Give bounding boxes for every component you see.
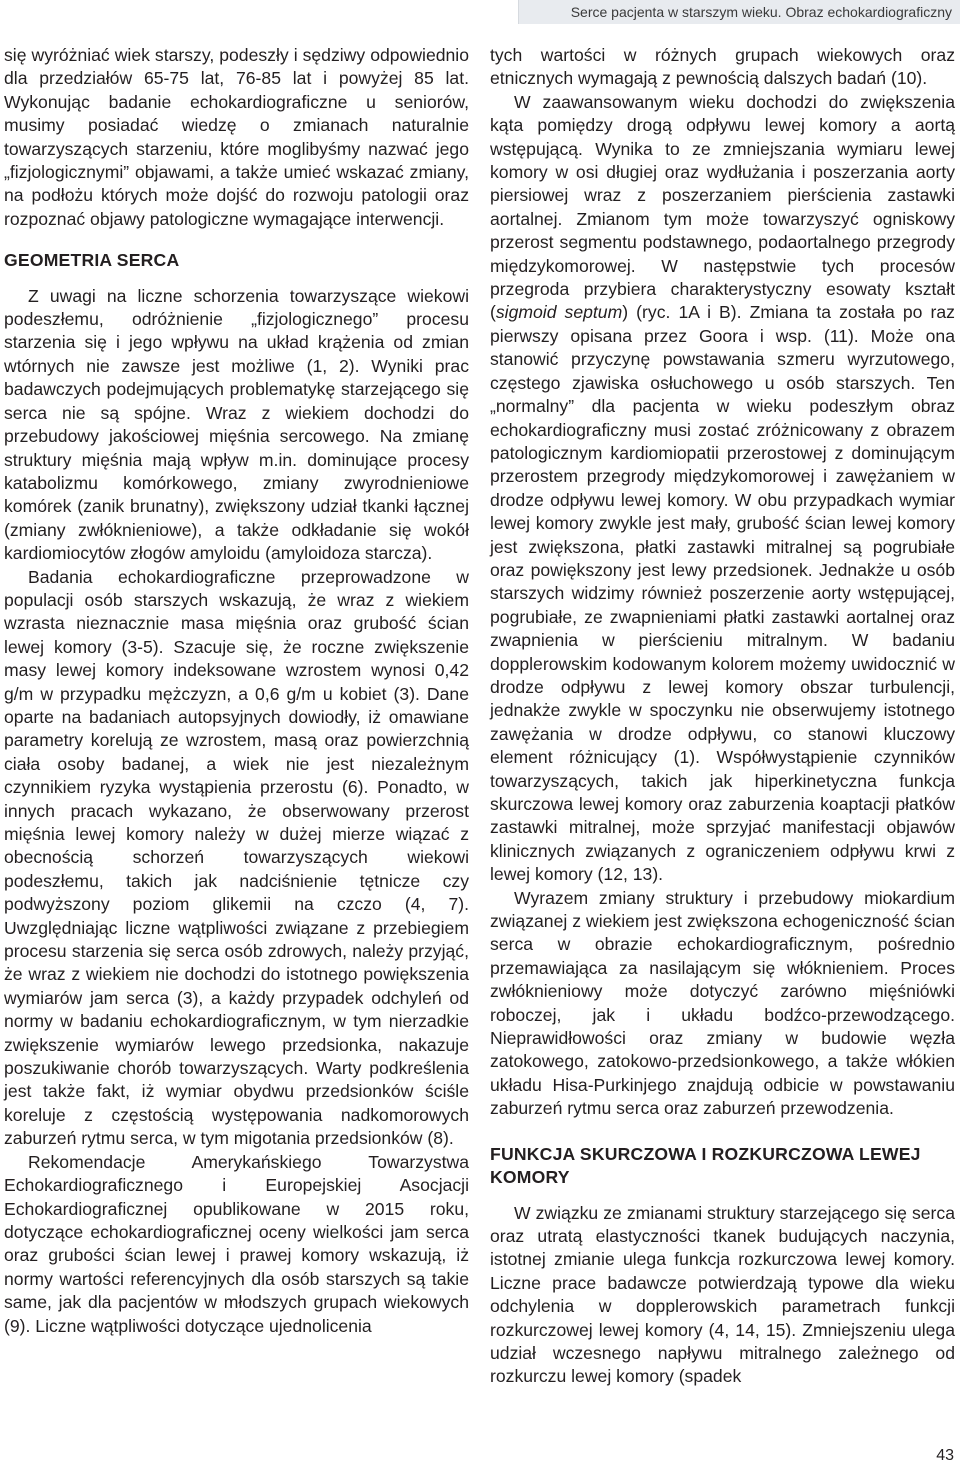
paragraph-geometria-1: Z uwagi na liczne schorzenia towarzyszące wiekowi podeszłemu, odróżnienie „fizjologicznego” procesu starzenia się i jego wpływu na układ krążenia od zmian wtórnych nie zawsze jest możliwe (1, 2). Wyniki prac badawczych podejmujących problematykę starzejącego się serca nie są spójne. Wraz z wiekiem dochodzi do przebudowy jakościowej mięśnia sercowego. Na zmianę struktury mięśnia mają wpływ m.in. dominujące procesy katabolizmu komórkowego, zmiany zwyrodnieniowe komórek (zanik brunatny), zwiększony udział tkanki łącznej (zmiany zwłóknieniowe), a także odkładanie się wokół kardiomiocytów złogów amyloidu (amyloidoza starcza). bbox=[4, 285, 469, 564]
section-heading-geometria: GEOMETRIA SERCA bbox=[4, 250, 180, 271]
paragraph-geometria-2: Badania echokardiograficzne przeprowadzone w populacji osób starszych wskazują, że wraz z wiekiem wzrasta nieznacznie masa mięśnia oraz grubość ścian lewej komory (3-5). Szacuje się, że roczne zwiększenie masy lewej komory indeksowane wzrostem wynosi 0,42 g/m w przypadku mężczyzn, a 0,6 g/m u kobiet (3). Dane oparte na badaniach autopsyjnych dowiodły, iż omawiane parametry korelują ze wzrostem, masą oraz powierzchnią ciała osoby badanej, a wiek nie jest niezależnym czynnikiem ryzyka wystąpienia przerostu (6). Ponadto, w innych pracach wykazano, że obserwowany przerost mięśnia lewej komory należy w dużej mierze wiązać z obecnością schorzeń towarzyszących wiekowi podeszłemu, takich jak nadciśnienie tętnicze czy podwyższony poziom glikemii na czczo (4, 7). Uwzględniając liczne wątpliwości związane z przebiegiem procesu starzenia się serca osób zdrowych, należy przyjąć, że wraz z wiekiem nie dochodzi do istotnego powiększenia wymiarów jam serca (3), a każdy przypadek odchyleń od normy w badaniu echokardiograficznym, w tym nierzadkie zwiększenie wymiarów lewego przedsionka, nakazuje poszukiwanie chorób towarzyszących. Warty podkreślenia jest także fakt, iż wymiar obydwu przedsionków ściśle koreluje z częstością występowania nadkomorowych zaburzeń rytmu serca, w tym migotania przedsionków (8). bbox=[4, 566, 469, 1149]
paragraph-geometria-3: Rekomendacje Amerykańskiego Towarzystwa Echokardiograficznego i Europejskiej Asocjacji Echokardiograficznej opublikowane w 2015 roku, dotyczące echokardiograficznej oceny wielkości jam serca oraz grubości ścian lewej i prawej komory wskazują, iż normy wartości referencyjnych dla osób starszych są takie same, jak dla pacjentów w młodszych grupach wiekowych (9). Liczne wątpliwości dotyczące ujednolicenia bbox=[4, 1151, 469, 1336]
italic-term: sigmoid septum bbox=[495, 302, 623, 323]
paragraph-funkcja-1: W związku ze zmianami struktury starzejącego się serca oraz utratą elastyczności tkanek budujących naczynia, istotnej zmianie ulega funkcja rozkurczowa lewej komory. Liczne prace badawcze potwierdzają typowe dla wieku odchylenia w dopplerowskich parametrach funkcji rozkurczowej lewej komory (4, 14, 15). Zmniejszeniu ulega udział wczesnego napływu mitralnego zależnego od rozkurczu lewej komory (spadek bbox=[490, 1202, 955, 1387]
text-run: W zaawansowanym wieku dochodzi do zwiększenia kąta pomiędzy drogą odpływu lewej komory a aortą wstępującą. Wynika to ze zmniejszania wymiaru lewej komory w osi długiej oraz wydłużania i poszerzania aorty piersiowej wraz z poszerzaniem pierścienia zastawki aortalnej. Zmianom tym może towarzyszyć ogniskowy przerost segmentu podstawnego, podaortalnego przegrody międzykomorowej. W następstwie tych procesów przegroda przybiera charakterystyczny esowaty kształt ( bbox=[490, 91, 955, 323]
section-heading-funkcja: FUNKCJA SKURCZOWA I ROZKURCZOWA LEWEJ KOMORY bbox=[490, 1143, 921, 1188]
paragraph-intro: się wyróżniać wiek starszy, podeszły i sędziwy odpowiednio dla przedziałów 65-75 lat, 76-85 lat i powyżej 85 lat. Wykonując badanie echokardiograficzne u seniorów, musimy posiadać wiedzę o zmianach naturalnie towarzyszących starzeniu, które moglibyśmy nazwać jego „fizjologicznymi” objawami, a także umieć wskazać zmiany, na podłożu których może dojść do rozwoju patologii oraz rozpoznać objawy patologiczne wymagające interwencji. bbox=[4, 45, 469, 229]
paragraph-continuation: tych wartości w różnych grupach wiekowych oraz etnicznych wymagają z pewnością dalszych badań (10). bbox=[490, 45, 955, 89]
running-head: Serce pacjenta w starszym wieku. Obraz echokardiograficzny bbox=[518, 0, 960, 24]
page-number: 43 bbox=[936, 1447, 954, 1464]
text-run: ) (ryc. 1A i B). Zmiana ta została po raz pierwszy opisana przez Goora i wsp. (11). Może ona stanowić przyczynę powstawania szmeru wyrzutowego, częstego zjawiska osłuchowego u osób starszych. Ten „normalny” dla pacjenta w wieku podeszłym obraz echokardiograficzny musi zostać zróżnicowany z obrazem patologicznym kardiomiopatii przerostowej z dominującym przerostem przegrody międzykomorowej i zawężaniem w drodze odpływu lewej komory. W obu przypadkach wymiar lewej komory zwykle jest mały, grubość ścian lewej komory jest zwiększona, płatki zastawki mitralnej są pogrubiałe oraz powiększony jest lewy przedsionek. Jednakże u osób starszych widzimy również poszerzenie aorty wstępującej, pogrubiałe, ze zwapnieniami płatki zastawki aortalnej oraz zwapnienia w pierścieniu mitralnym. W badaniu dopplerowskim kodowanym kolorem możemy uwidocznić w drodze odpływu z lewej komory obszar turbulencji, jednakże zwykle w spoczynku nie obserwujemy istotnego zawężania w drodze odpływu, co stanowi kluczowy element różnicujący (1). Współwystąpienie czynników towarzyszących, takich jak hiperkinetyczna funkcja skurczowa lewej komory oraz zaburzenia koaptacji płatków zastawki mitralnej, może sprzyjać manifestacji objawów klinicznych związanych z ograniczeniem odpływu krwi z lewej komory (12, 13). bbox=[490, 302, 955, 885]
paragraph-sigmoid-septum bbox=[490, 91, 955, 887]
right-column bbox=[490, 44, 955, 1389]
paragraph-fibrosis: Wyrazem zmiany struktury i przebudowy miokardium związanej z wiekiem jest zwiększona echogeniczność ścian serca w obrazie echokardiograficznym, pośrednio przemawiająca za nasilającym się włóknieniem. Proces zwłóknieniowy może dotyczyć zarówno mięśniówki roboczej, jak i układu bodźco-przewodzącego. Nieprawidłowości oraz zmiany w budowie węzła zatokowego, zatokowo-przedsionkowego, a także włókien układu Hisa-Purkinjego znajdują odbicie w powstawaniu zaburzeń rytmu serca oraz zaburzeń przewodzenia. bbox=[490, 887, 955, 1119]
left-column bbox=[4, 44, 469, 1338]
